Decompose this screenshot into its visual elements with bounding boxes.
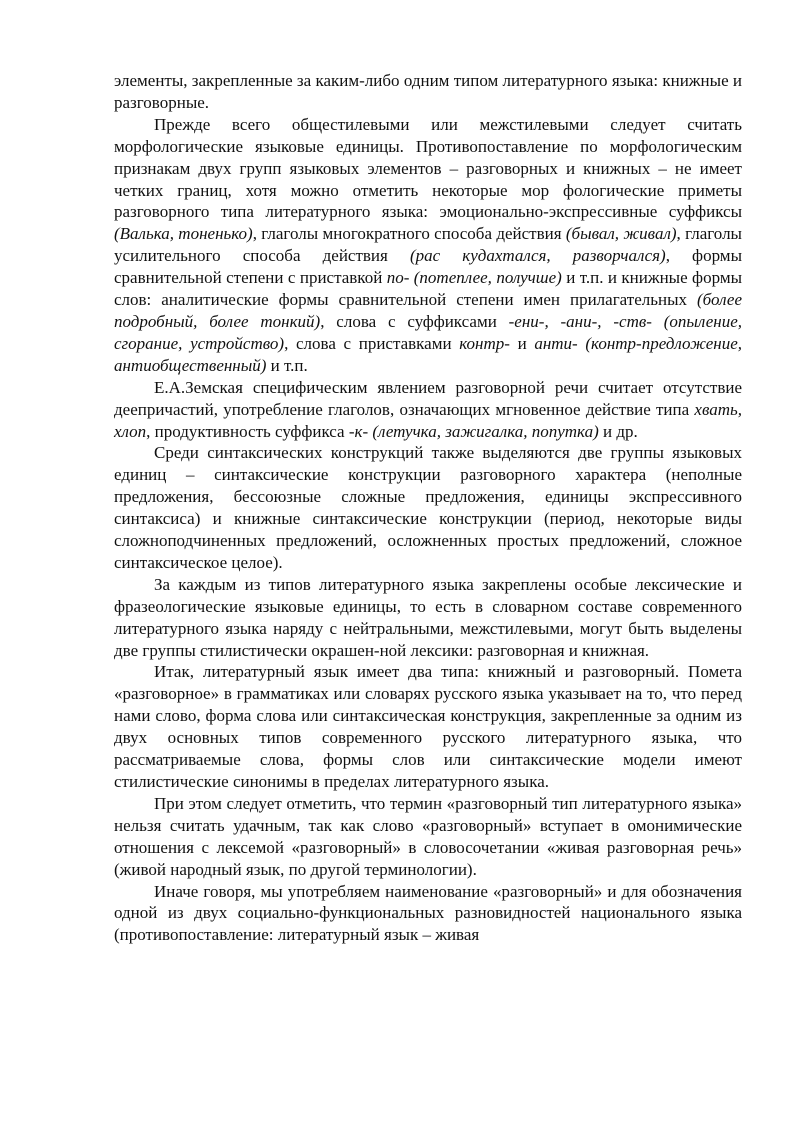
italic-example-text: -ени-, -ани-, -ств- (опыление, сгорание, устройство): [114, 311, 742, 353]
italic-example-text: -к- (летучка, зажигалка, попутка): [348, 421, 599, 441]
paragraph-text: элементы, закрепленные за каким-либо одним типом литературного языка: книжные и разговорные.: [114, 71, 742, 112]
italic-example-text: контр-: [459, 333, 510, 353]
paragraph-5: [114, 574, 742, 662]
paragraph-text: , формы сравнительной степени с приставкой: [114, 246, 742, 288]
paragraph-text: и т.п. и книжные формы слов: аналитические формы сравнительной степени имен прилагательных: [114, 268, 742, 310]
paragraph-text: , глаголы усилительного способа действия: [114, 224, 742, 266]
paragraph-3: [114, 377, 742, 443]
paragraph-text: и др.: [598, 421, 638, 441]
paragraph-text: Иначе говоря, мы употребляем наименование «разговорный» и для обозначения одной из двух социально-функциональных разновидностей национального языка (противопоставление: литературный язык – живая: [114, 881, 742, 945]
italic-example-text: по- (потеплее, получше): [386, 268, 562, 288]
paragraph-7: [114, 793, 742, 881]
paragraph-text: , слова с суффиксами: [320, 311, 509, 331]
paragraph-text: и: [509, 333, 535, 353]
document-page: [114, 70, 742, 946]
paragraph-text: Среди синтаксических конструкций также выделяются две группы языковых единиц – синтаксические конструкции разговорного характера (неполные предложения, бессоюзные сложные предложения, единицы экспрессивного синтаксиса) и книжные синтаксические конструкции (период, некоторые виды сложноподчиненных предложений, осложненных простых предложений, сложное синтаксическое целое).: [114, 443, 742, 572]
italic-example-text: анти- (контр-предложение, антиобщественный): [114, 333, 742, 375]
paragraph-1: [114, 70, 742, 114]
paragraph-text: Е.А.Земская специфическим явлением разговорной речи считает отсутствие деепричастий, употребление глаголов, означающих мгновенное действие типа: [114, 377, 742, 419]
paragraph-text: При этом следует отметить, что термин «разговорный тип литературного языка» нельзя считать удачным, так как слово «разговорный» вступает в омонимические отношения с лексемой «разговорный» в словосочетании «живая разговорная речь» (живой народный язык, по другой терминологии).: [114, 793, 742, 879]
paragraph-8: [114, 881, 742, 947]
paragraph-text: и т.п.: [266, 355, 308, 375]
paragraph-text: , продуктивность суффикса: [146, 421, 349, 441]
italic-example-text: (Валька, тоненько): [114, 224, 253, 244]
paragraph-2: [114, 114, 742, 377]
paragraph-4: [114, 442, 742, 573]
paragraph-6: [114, 661, 742, 792]
paragraph-text: За каждым из типов литературного языка закреплены особые лексические и фразеологические языковые единицы, то есть в словарном составе современного литературного языка наряду с нейтральными, межстилевыми, могут быть выделены две группы стилистически окрашен-ной лексики: разговорная и книжная.: [114, 574, 742, 660]
paragraph-text: , глаголы многократного способа действия: [252, 224, 566, 244]
paragraph-text: , слова с приставками: [284, 333, 460, 353]
paragraph-text: Итак, литературный язык имеет два типа: книжный и разговорный. Помета «разговорное» в грамматиках или словарях русского языка указывает на то, что перед нами слово, форма слова или синтаксическая конструкция, закрепленные за одним из двух основных типов современного русского литературного языка, что рассматриваемые слова, формы слов или синтаксические модели имеют стилистические синонимы в пределах литературного языка.: [114, 662, 742, 791]
italic-example-text: хвать, хлоп: [114, 399, 742, 441]
italic-example-text: (рас кудахтался, разворчался): [409, 246, 666, 266]
italic-example-text: (более подробный, более тонкий): [114, 290, 742, 331]
italic-example-text: (бывал, живал): [565, 224, 677, 244]
paragraph-text: Прежде всего общестилевыми или межстилевыми следует считать морфологические языковые единицы. Противопоставление по морфологическим признакам двух групп языковых элементов – разговорных и книжных – не имеет четких границ, хотя можно отметить некоторые мор фологические приметы разговорного типа литературного языка: эмоционально-экспрессивные суффиксы: [114, 114, 742, 222]
